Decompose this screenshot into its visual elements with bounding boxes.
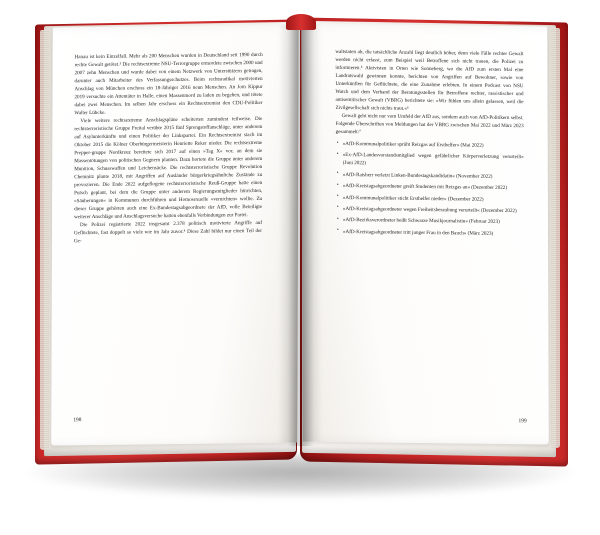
list-item: • »AfD-Kommunalpolitiker sprüht Reizgas auf Ersthelfer« (Mai 2022) (336, 140, 524, 150)
list-item: • »AfD-Kreistagsabgeordneter wegen Freiheitsberaubung verurteilt« (Dezember 2022) (336, 205, 524, 215)
paragraph: Die Polizei registrierte 2022 insgesamt 2.378 politisch motivierte Angriffe auf Geflüchtete, fast doppelt so viele wie im Jahr zuvor.⁴ Diese Zahl bildet nur einen Teil der Ge- (73, 219, 263, 245)
book-spine-top (286, 14, 316, 30)
list-item: • »AfD-Ratsherr verletzt Linken-Bundestagskandidatin« (November 2022) (336, 171, 524, 181)
page-edges-left (40, 30, 49, 450)
paragraph: Viele weitere rechtsextreme Anschlagspläne scheiterten zumindest teilweise. Die rechtsterroristische Gruppe Freital verübte 2015 fünf Sprengstoffanschläge, unter anderem auf Asylunterkünfte und einen Politiker der Linkspartei. Ein Rechtsextremist stach im Oktober 2015 die Kölner Oberbürgermeisterin Henriette Reker nieder. Die rechtsextreme Prepper-gruppe Nordkreuz bereitete sich 2017 auf einen »Tag X« vor, an dem sie Massentötungen von politischen Gegnern planten. Dazu hortete die Gruppe unter anderem Munition, Schusswaffen und Leichensäcke. Die rechtsterroristische Gruppe Revolution Chemnitz plante 2018, mit Angriffen auf Ausländer bürgerkriegsähnliche Zustände zu provozieren. Die Ende 2022 aufgeflogene rechtsterroristische Reuß-Gruppe hatte einen Putsch geplant, bei dem die Gruppe unter anderem Regierungsmitglieder hinrichten, »Säuberungen« in Kommunen durchführen und Homosexuelle »vernichten« wollte. Zu dieser Gruppe gehörten auch eine Ex-Bundestagsabgeordnete der AfD, volle Beteiligte weiterer Anschläge und Anschlagsversuche hatten ebenfalls Verbindungen zur Partei. (74, 115, 263, 221)
page-edges-right (551, 28, 560, 448)
page-number-right: 199 (518, 418, 527, 425)
list-item: • »AfD-Bezirksverordneter beißt Schwarze Musikjournalistin« (Februar 2023) (336, 216, 524, 226)
gutter-shade-left (277, 24, 298, 442)
page-right (301, 23, 548, 444)
page-left (51, 24, 298, 445)
list-item: • »AfD-Kreistagsabgeordneter tritt junger Frau in den Bauch« (März 2023) (336, 228, 524, 238)
gutter-shade-right (301, 23, 322, 441)
page-number-left: 198 (73, 417, 82, 424)
paragraph: Hanau ist kein Einzelfall. Mehr als 200 Menschen wurden in Deutschland seit 1990 durch rechte Gewalt getötet.³ Die rechtsextreme NSU-Terrorgruppe ermordete zwischen 2000 und 2007 zehn Menschen und wurde dabei von einem Netzwerk von Unterstützern getragen, darunter auch Mitarbeiter des Verfassungsschutzes. Beim rechtsradikal motivierten Anschlag von München erschoss ein 18-Jähriger 2016 neun Menschen. An Jom Kippur 2019 versuchte ein Attentäter in Halle, einen Massenmord zu laden zu begehen, und tötete dabei zwei Menschen. Im selben Jahr erschoss ein Rechtsextremist den CDU-Politiker Walter Lübcke. (74, 51, 263, 117)
page-right-text-column (335, 48, 524, 241)
list-item: • »AfD-Kreistagsabgeordneter greift Studenten mit Reizgas an« (Dezember 2022) (336, 182, 524, 192)
page-left-text-column (74, 51, 263, 245)
list-item: • »AfD-Kommunalpolitiker sticht Ersthelfer nieder« (Dezember 2022) (336, 193, 524, 203)
list-item: • »Ex-AfD-Landesvorstandsmitglied wegen gefährlicher Körperverletzung verurteilt« (Juni 2022) (336, 151, 524, 169)
paragraph: waltstaten ab, die tatsächliche Anzahl liegt deutlich höher, denn viele Fälle rechter Gewalt werden nicht erfasst, zum Beispiel weil Betroffene sich nicht trauen, die Polizei zu informieren.⁵ Aktivisten in Orten wie Sonneberg, wo die AfD zum ersten Mal eine Landratswahl gewinnen konnte, berichten von Angriffen auf Bewohner, sowie von Unterkünften für Geflüchtete, die eine Zunahme erlebten. In einem Podcast von NSU Watch und dem Verband der Beratungsstellen für Betroffene rechter, rassistischer und antisemitischer Gewalt (VBRG) berichtete sie: »Wir fühlen uns allein gelassen, weil die Zivilgesellschaft sich nichts traut.«⁶ (335, 48, 524, 112)
headline-list (336, 140, 524, 238)
paragraph: Gewalt geht nicht nur vom Umfeld der AfD aus, sondern auch von AfD-Politikern selbst. Folgende Überschriften von Meldungen hat der VBRG zwischen Mai 2022 und März 2023 gesammelt:⁷ (335, 112, 524, 136)
